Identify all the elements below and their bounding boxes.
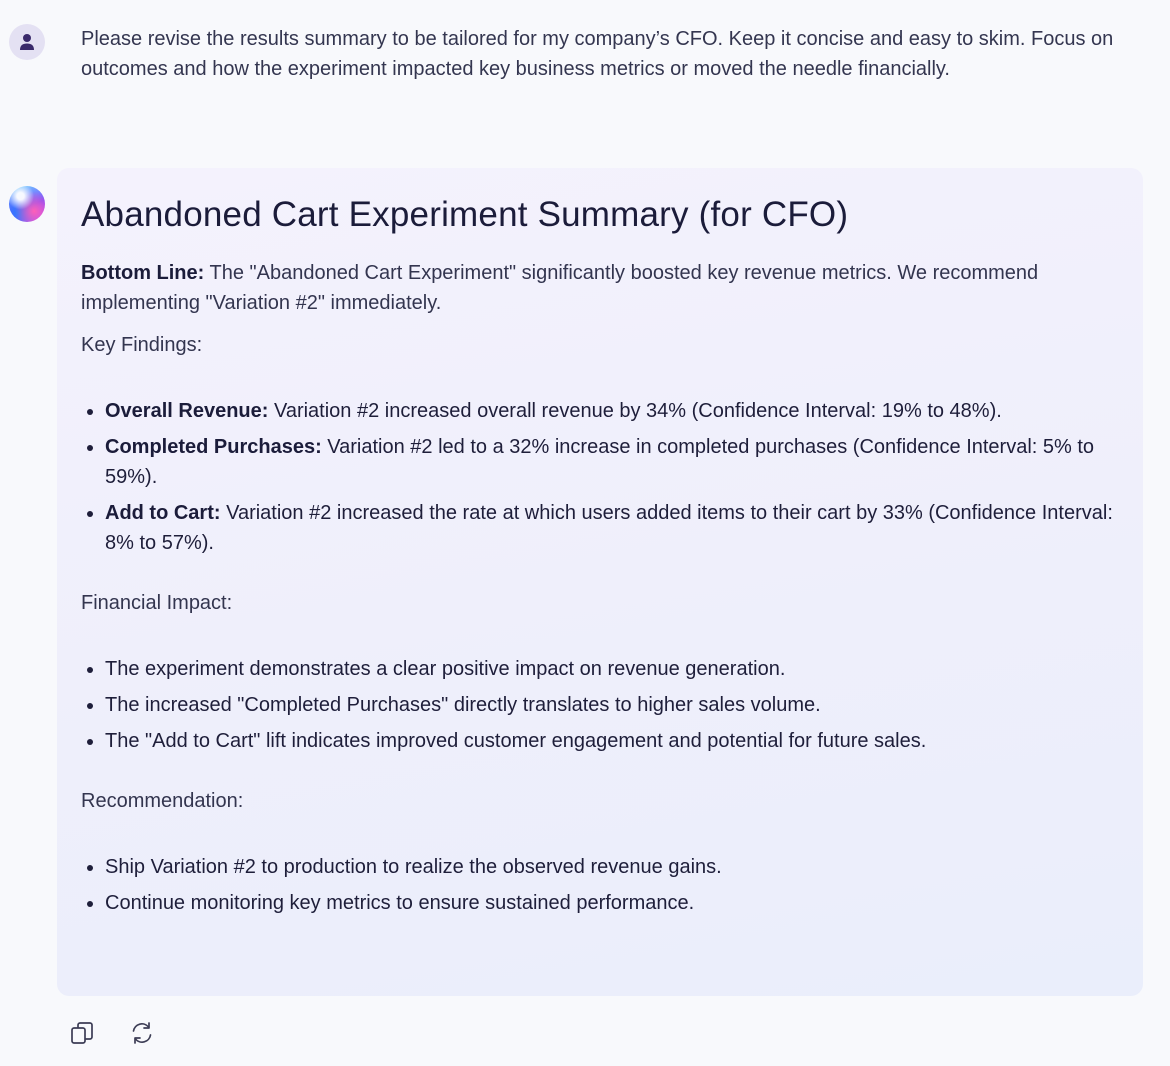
list-item: • The experiment demonstrates a clear positive impact on revenue generation. bbox=[105, 654, 1119, 684]
finding-label: Overall Revenue: bbox=[105, 400, 269, 422]
finding-label: Add to Cart: bbox=[105, 502, 221, 524]
list-item bbox=[105, 396, 1119, 426]
response-title: Abandoned Cart Experiment Summary (for CFO) bbox=[81, 195, 849, 234]
copy-icon bbox=[69, 1020, 95, 1046]
response-action-bar bbox=[67, 1018, 157, 1048]
financial-impact-list bbox=[81, 654, 1119, 756]
assistant-avatar bbox=[9, 186, 45, 222]
regenerate-button[interactable] bbox=[127, 1018, 157, 1048]
list-item: • The "Add to Cart" lift indicates improved customer engagement and potential for future sales. bbox=[105, 726, 1119, 756]
finding-text: Variation #2 led to a 32% increase in completed purchases (Confidence Interval: 5% to 59%). bbox=[105, 436, 1095, 488]
finding-text: Variation #2 increased the rate at which users added items to their cart by 33% (Confidence Interval: 8% to 57%). bbox=[105, 502, 1113, 554]
bottom-line-text: The "Abandoned Cart Experiment" significantly boosted key revenue metrics. We recommend implementing "Variation #2" immediately. bbox=[81, 262, 1039, 314]
user-avatar bbox=[9, 24, 45, 60]
user-message: Please revise the results summary to be tailored for my company’s CFO. Keep it concise and easy to skim. Focus on outcomes and how the experiment impacted key business metrics or moved the needle financially. bbox=[81, 28, 1114, 80]
recommendation-heading: Recommendation: bbox=[81, 790, 244, 812]
copy-button[interactable] bbox=[67, 1018, 97, 1048]
finding-label: Completed Purchases: bbox=[105, 436, 322, 458]
recommendation-list bbox=[81, 852, 1119, 918]
refresh-icon bbox=[129, 1020, 155, 1046]
financial-impact-heading: Financial Impact: bbox=[81, 592, 233, 614]
assistant-response-card bbox=[57, 168, 1143, 996]
list-item: • The increased "Completed Purchases" directly translates to higher sales volume. bbox=[105, 690, 1119, 720]
bottom-line-label: Bottom Line: bbox=[81, 262, 205, 284]
list-item: • Continue monitoring key metrics to ensure sustained performance. bbox=[105, 888, 1119, 918]
list-item: • Ship Variation #2 to production to realize the observed revenue gains. bbox=[105, 852, 1119, 882]
list-item bbox=[105, 432, 1119, 492]
key-findings-heading: Key Findings: bbox=[81, 334, 203, 356]
person-icon bbox=[19, 33, 35, 51]
key-findings-list bbox=[81, 396, 1119, 558]
bottom-line bbox=[81, 258, 1119, 318]
finding-text: Variation #2 increased overall revenue by 34% (Confidence Interval: 19% to 48%). bbox=[268, 400, 1002, 422]
list-item bbox=[105, 498, 1119, 558]
